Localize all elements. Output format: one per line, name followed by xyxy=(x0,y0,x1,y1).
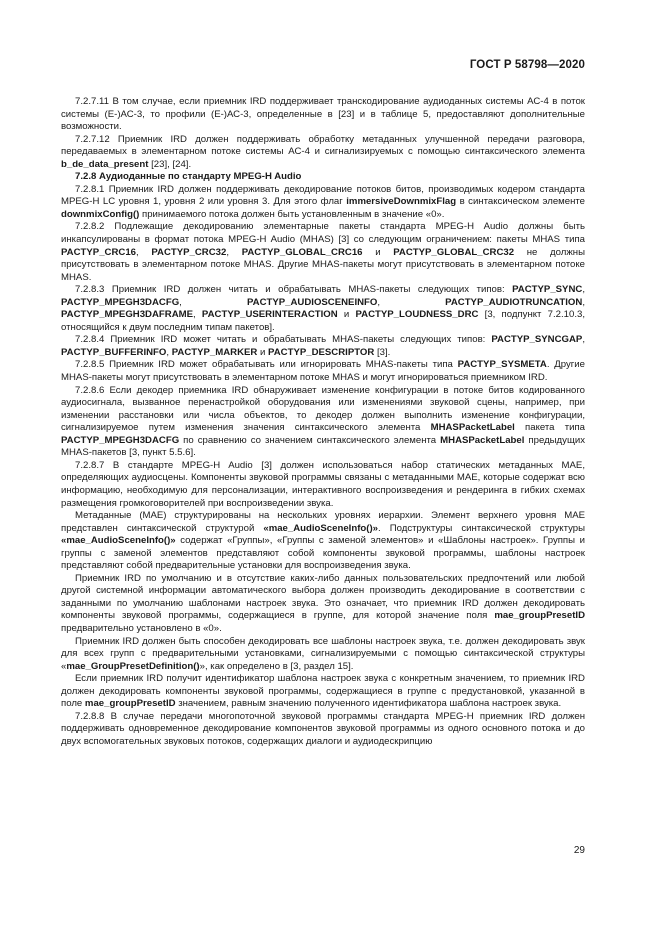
text-run: и xyxy=(257,346,269,358)
section-heading-7-2-8 xyxy=(61,171,585,184)
text-run: , xyxy=(377,296,446,308)
text-run: Приемник IRD по умолчанию и в отсутствие каких-либо данных пользовательских предпочтений или любой другой системной информации автоматического выбора должен производить декодирование в соответствии с заданными по умолчанию шаблонами настроек звука. Это означает, что приемник IRD должен декодировать компоненты звуковой программы, содержащиеся в группе, для которой значение поля xyxy=(61,572,585,622)
text-run: , xyxy=(166,346,172,358)
text-run: предыдущих MHAS-пакетов [3, пункт 5.5.6]. xyxy=(61,434,586,459)
text-run: пакета типа xyxy=(514,422,586,434)
syntax-element: PACTYP_SYNC xyxy=(512,284,583,296)
syntax-element: PACTYP_SYNCGAP xyxy=(491,334,583,346)
syntax-element: MHASPacketLabel xyxy=(440,434,525,446)
text-run: 7.2.8.7 В стандарте MPEG-H Audio [3] должен использоваться набор статических метаданных МАЕ, определяющих аудиосцены. Компоненты звуковой программы связаны с метаданными МАЕ, которые содержат всю информацию, необходимую для персонализации, интерактивного воспроизведения и рендеринга в гибких схемах размещения громкоговорителей при воспроизведении звука. xyxy=(61,459,585,509)
syntax-element: b_de_data_present xyxy=(61,158,149,170)
text-run: 7.2.8.3 Приемник IRD должен читать и обрабатывать MHAS-пакеты следующих типов: xyxy=(75,284,513,296)
text-run: 7.2.8.2 Подлежащие декодированию элементарные пакеты стандарта MPEG-H Audio должны быть инкапсулированы в формат потока MPEG-H Audio (MHAS) [3] со следующим ограничением: пакеты MHAS типа xyxy=(61,221,585,246)
text-run: 7.2.7.11 В том случае, если приемник IRD поддерживает транскодирование аудиоданных системы АС-4 в поток системы (Е-)АС-3, то профили (Е-)АС-3, определенные в [23] и в таблице 5, предоставляют дополнительные возможности. xyxy=(61,96,585,133)
text-run: 7.2.7.12 Приемник IRD должен поддерживать обработку метаданных улучшенной передачи разговора, передаваемых в элементарном потоке системы АС-4 и сигнализируемых с помощью синтаксического элемента xyxy=(61,133,585,158)
syntax-element: PACTYP_LOUDNESS_DRC xyxy=(355,309,479,321)
syntax-element: «mae_AudioSceneInfo()» xyxy=(61,535,176,547)
text-run: и xyxy=(337,309,356,321)
text-run: , xyxy=(193,309,202,321)
text-run: содержат «Группы», «Группы с заменой элементов» и «Шаблоны настроек». Группы и группы с заменой элементов представляют собой компоненты звуковой программы, шаблоны настроек представляют собой предварительные установки для воспроизведения звука. xyxy=(61,535,585,572)
text-run: в синтаксическом элементе xyxy=(456,196,586,208)
text-run: и xyxy=(362,246,394,258)
paragraph-7-2-8-4 xyxy=(61,334,585,359)
text-run: по сравнению со значением синтаксического элемента xyxy=(179,434,441,446)
syntax-element: PACTYP_DESCRIPTOR xyxy=(268,346,375,358)
text-run: 7.2.8.8 В случае передачи многопоточной звуковой программы стандарта MPEG-H приемник IRD должен поддерживать одновременное декодирование компонентов звуковой программы из одного основного потока и до двух вспомогательных звуковых потоков, содержащих диалоги и аудиодескрипцию xyxy=(61,710,585,747)
text-run: , xyxy=(136,246,152,258)
syntax-element: PACTYP_MPEGH3DACFG xyxy=(61,434,180,446)
syntax-element: PACTYP_CRC16 xyxy=(61,246,136,258)
syntax-element: PACTYP_GLOBAL_CRC32 xyxy=(393,246,515,258)
paragraph-7-2-8-3 xyxy=(61,284,585,334)
text-run: не должны присутствовать в элементарном потоке MHAS. Другие MHAS-пакеты могут присутствовать в элементарном потоке MHAS. xyxy=(61,246,585,283)
document-code: ГОСТ Р 58798—2020 xyxy=(469,59,585,71)
paragraph-7-2-8-5 xyxy=(61,359,585,384)
text-run: , xyxy=(582,334,585,346)
paragraph-metadata-structure xyxy=(61,510,585,573)
paragraph-7-2-8-8 xyxy=(61,711,585,749)
syntax-element: PACTYP_MARKER xyxy=(171,346,258,358)
paragraph-7-2-7-11 xyxy=(61,96,585,134)
syntax-element: «mae_AudioSceneInfo()» xyxy=(263,522,378,534)
paragraph-7-2-8-1 xyxy=(61,184,585,222)
text-run: 7.2.8.4 Приемник IRD может читать и обрабатывать MHAS-пакеты следующих типов: xyxy=(75,334,492,346)
text-run: , xyxy=(179,296,247,308)
text-run: », как определено в [3, раздел 15]. xyxy=(199,660,354,672)
syntax-element: PACTYP_MPEGH3DACFG xyxy=(61,296,180,308)
syntax-element: downmixConfig() xyxy=(61,208,140,220)
text-run: Если приемник IRD получит идентификатор шаблона настроек звука с конкретным значением, то приемник IRD должен декодировать компоненты звуковой программы, содержащиеся в группе с предустановкой, указанной в поле xyxy=(61,673,585,710)
syntax-element: PACTYP_GLOBAL_CRC16 xyxy=(241,246,363,258)
syntax-element: mae_GroupPresetDefinition() xyxy=(66,660,200,672)
text-run: Метаданные (МАЕ) структурированы на нескольких уровнях иерархии. Элемент верхнего уровня МАЕ представлен синтаксической структурой xyxy=(61,510,585,534)
text-run: , xyxy=(582,284,585,296)
text-run: предварительно установлено в «0». xyxy=(61,622,222,634)
text-run: . Другие MHAS-пакеты могут присутствовать в элементарном потоке MHAS и могут игнорироваться приемником IRD. xyxy=(61,359,586,384)
syntax-element: PACTYP_SYSMETA xyxy=(457,359,547,371)
syntax-element: mae_groupPresetID xyxy=(494,610,585,622)
paragraph-7-2-7-12 xyxy=(61,134,585,172)
text-run: , xyxy=(582,296,585,308)
text-run: 7.2.8.6 Если декодер приемника IRD обнаруживает изменение конфигурации в потоке битов кодированного аудиосигнала, вызванное перенастройкой оборудования или изменениями звуковой сцены, например, при изменении расстановки или числа объектов, то декодер должен выполнить изменение конфигурации, сигнализируемое путем изменения значения синтаксического элемента xyxy=(61,384,585,434)
paragraph-preset-id xyxy=(61,673,585,711)
syntax-element: PACTYP_AUDIOTRUNCATION xyxy=(445,296,583,308)
text-run: принимаемого потока должен быть установленным в значение «0». xyxy=(139,208,445,220)
paragraph-default-decoding xyxy=(61,573,585,636)
text-run: 7.2.8.1 Приемник IRD должен поддерживать декодирование потоков битов, производимых кодером стандарта MPEG-H LC уровня 1, уровня 2 или уровня 3. Для этого флаг xyxy=(61,183,585,208)
text-run: [23], [24]. xyxy=(148,158,192,170)
text-run: . Подструктуры синтаксической структуры xyxy=(377,522,585,534)
text-run: Приемник IRD должен быть способен декодировать все шаблоны настроек звука, т.е. должен декодировать звук для всех групп с предварительными установками, сигнализируемыми с помощью синтаксической структуры « xyxy=(61,635,585,672)
paragraph-7-2-8-7 xyxy=(61,460,585,510)
paragraph-7-2-8-2 xyxy=(61,221,585,284)
text-run: [3]. xyxy=(374,346,391,358)
paragraph-7-2-8-6 xyxy=(61,385,585,460)
body-text xyxy=(61,96,585,748)
text-run: значением, равным значению полученного идентификатора шаблона настроек звука. xyxy=(175,698,562,710)
paragraph-preset-decoding xyxy=(61,636,585,674)
syntax-element: PACTYP_MPEGH3DAFRAME xyxy=(61,309,194,321)
syntax-element: immersiveDownmixFlag xyxy=(346,196,457,208)
syntax-element: MHASPacketLabel xyxy=(430,422,515,434)
text-run: 7.2.8.5 Приемник IRD может обрабатывать или игнорировать MHAS-пакеты типа xyxy=(75,359,458,371)
syntax-element: PACTYP_BUFFERINFO xyxy=(61,346,167,358)
text-run: 7.2.8 Аудиоданные по стандарту MPEG-H Audio xyxy=(75,171,302,183)
page-number: 29 xyxy=(573,845,585,856)
syntax-element: mae_groupPresetID xyxy=(84,698,176,710)
syntax-element: PACTYP_CRC32 xyxy=(151,246,227,258)
text-run: [3, подпункт 7.2.10.3, относящийся к двум последним типам пакетов]. xyxy=(61,309,585,333)
syntax-element: PACTYP_USERINTERACTION xyxy=(201,309,338,321)
syntax-element: PACTYP_AUDIOSCENEINFO xyxy=(246,296,378,308)
text-run: , xyxy=(226,246,242,258)
